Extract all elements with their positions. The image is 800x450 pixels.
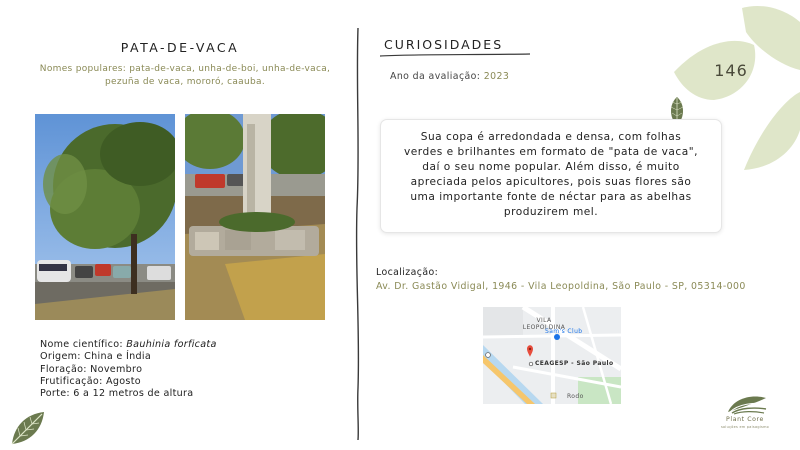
leaf-icon — [8, 408, 48, 448]
location-label: Localização: — [376, 267, 439, 278]
curiosity-text: Sua copa é arredondada e densa, com folhas verdes e brilhantes em formato de "pata de vaca", daí o seu nome popular. Além disso, é muito apreciada pelos apicultores, pois suas flores são uma importante fonte de néctar para as abelhas produzirem mel. — [404, 131, 698, 218]
divider-line — [352, 28, 364, 440]
map-place: CEAGESP - São Paulo — [535, 360, 614, 367]
heading-underline — [380, 52, 530, 58]
origin: Origem: China e Índia — [40, 351, 152, 363]
map-store: Sam's Club — [545, 328, 583, 335]
location-address: Av. Dr. Gastão Vidigal, 1946 - Vila Leopoldina, São Paulo - SP, 05314-000 — [376, 281, 746, 292]
tree-photo-2 — [185, 114, 325, 320]
map-district: VILA LEOPOLDINA — [522, 317, 566, 331]
brand-tagline: soluções em paisagismo — [720, 425, 770, 429]
species-title: PATA-DE-VACA — [120, 40, 240, 55]
location-map[interactable] — [483, 307, 621, 404]
curiosities-heading: CURIOSIDADES — [384, 37, 504, 52]
species-facts — [40, 339, 320, 400]
fruiting: Frutificação: Agosto — [40, 375, 141, 387]
tree-size: Porte: 6 a 12 metros de altura — [40, 388, 194, 400]
page-number: 146 — [714, 61, 748, 80]
scientific-name: Nome científico: Bauhinia forficata — [40, 339, 217, 350]
popular-names: Nomes populares: pata-de-vaca, unha-de-boi, unha-de-vaca, pezuña de vaca, mororó, caauba. — [39, 64, 331, 87]
flowering: Floração: Novembro — [40, 363, 143, 375]
brand-name: Plant Core — [726, 416, 764, 423]
curiosity-card — [380, 119, 722, 233]
tree-photo-1 — [35, 114, 175, 320]
evaluation-year: Ano da avaliação: 2023 — [390, 71, 510, 82]
map-road: Rodo — [567, 393, 584, 400]
